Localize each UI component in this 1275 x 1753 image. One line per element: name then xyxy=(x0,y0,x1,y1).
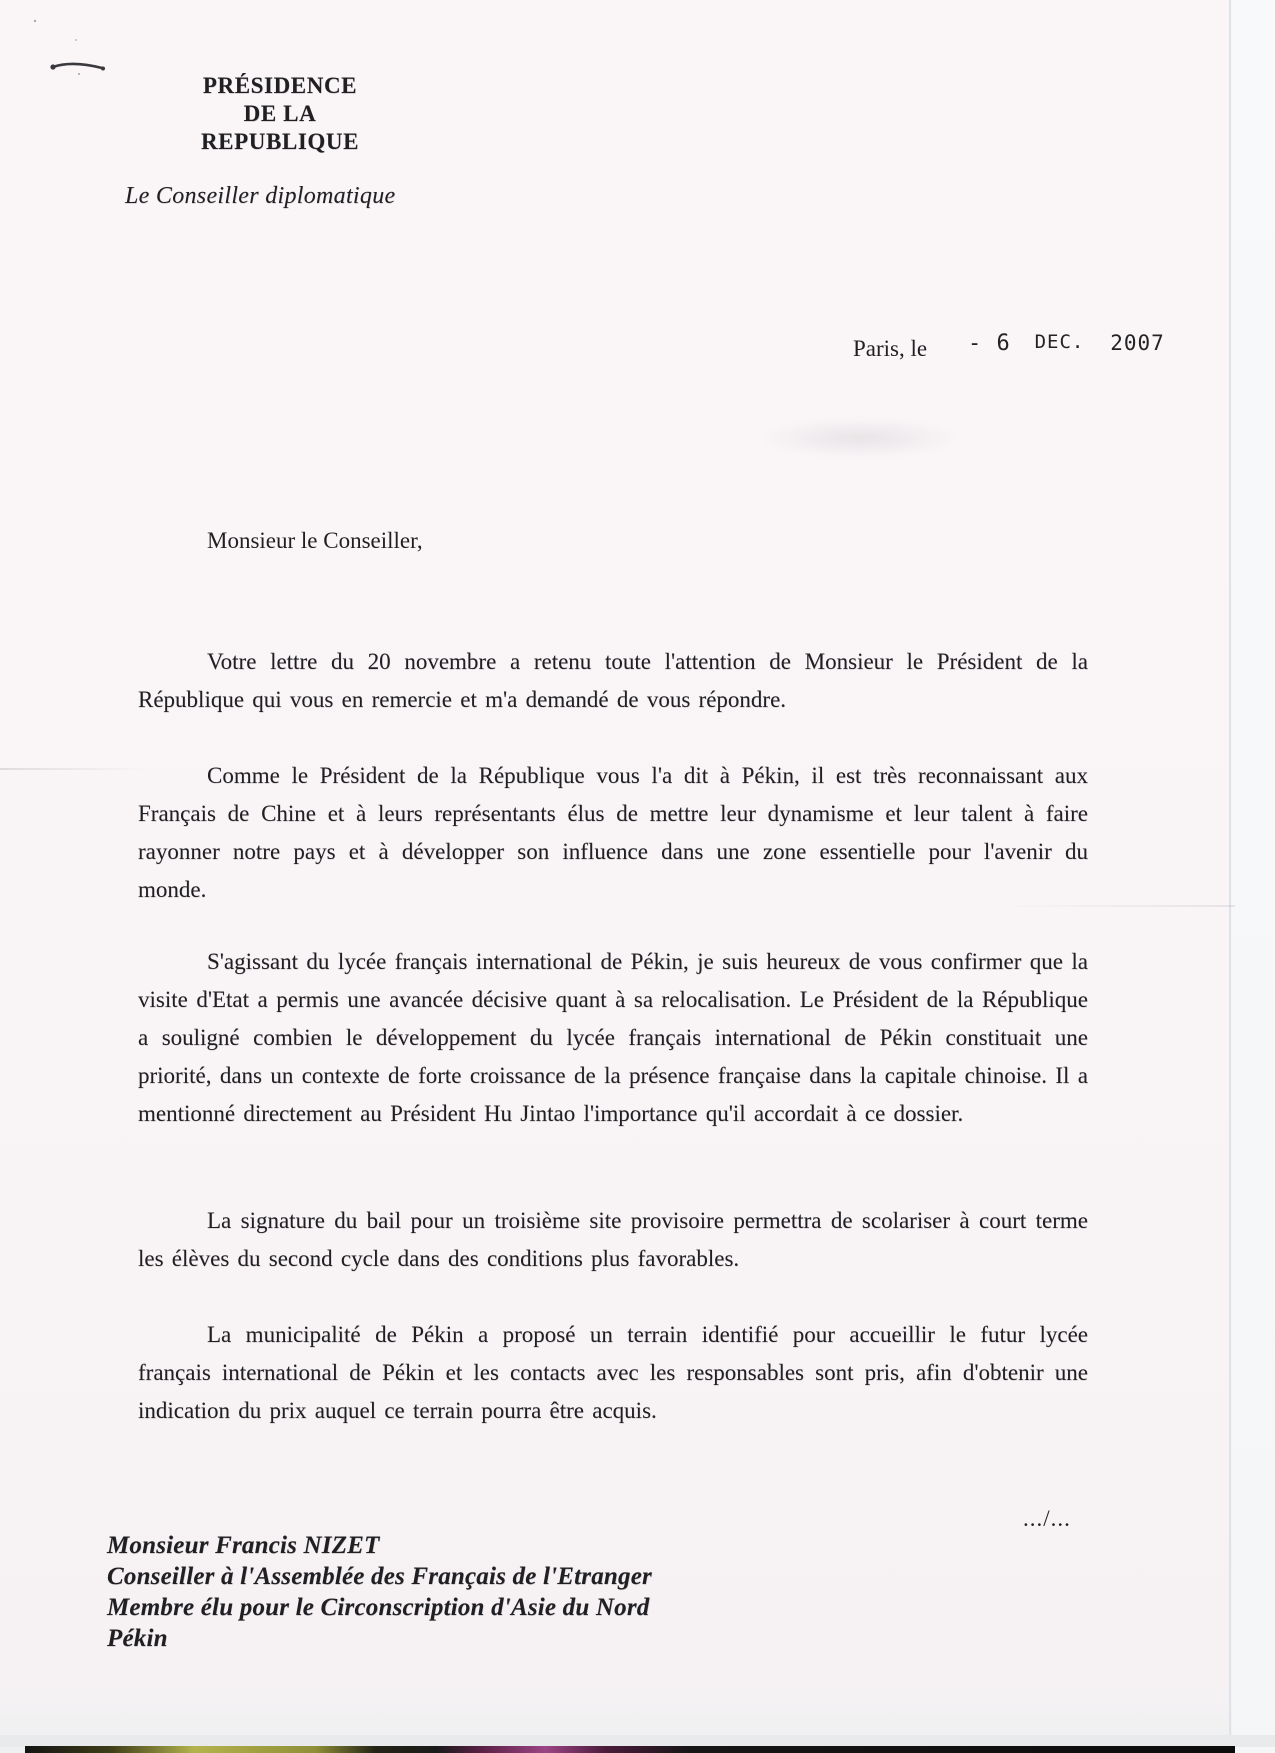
letterhead-line-2: DE LA xyxy=(243,101,317,126)
recipient-block xyxy=(107,1530,652,1654)
salutation: Monsieur le Conseiller, xyxy=(207,528,423,553)
letterhead-line-3: REPUBLIQUE xyxy=(200,129,360,154)
paper-crease xyxy=(0,768,150,770)
continuation-mark: .../... xyxy=(1023,1506,1071,1531)
letterhead-line-1: PRÉSIDENCE xyxy=(202,73,358,98)
body-paragraph-3: S'agissant du lycée français international de Pékin, je suis heureux de vous confirmer que la visite d'Etat a permis une avancée décisive quant à sa relocalisation. Le Président de la République a souligné combien le développement du lycée français international de Pékin constituait une priorité, dans un contexte de forte croissance de la présence française dans la capitale chinoise. Il a mentionné directement au Président Hu Jintao l'importance qu'il accordait à ce dossier. xyxy=(138,949,1088,1126)
recipient-title-2: Membre élu pour le Circonscription d'Asie du Nord xyxy=(107,1594,650,1621)
body-paragraph-4: La signature du bail pour un troisième site provisoire permettra de scolariser à court terme les élèves du second cycle dans des conditions plus favorables. xyxy=(138,1208,1088,1271)
ink-bleedthrough xyxy=(760,418,960,458)
date-stamp-month: DEC. xyxy=(1034,331,1085,353)
pen-mark xyxy=(0,0,140,90)
recipient-title-1: Conseiller à l'Assemblée des Français de l'Etranger xyxy=(107,1563,652,1590)
dateline-place: Paris, le xyxy=(853,336,928,361)
letterhead xyxy=(180,72,380,156)
scanner-edge-artifact xyxy=(25,1746,1235,1753)
paper-edge-shadow xyxy=(1229,0,1231,1740)
recipient-name: Monsieur Francis NIZET xyxy=(107,1532,380,1559)
sender-role: Le Conseiller diplomatique xyxy=(125,183,396,209)
scanner-margin-strip xyxy=(1232,0,1275,1753)
body-paragraph-2: Comme le Président de la République vous l'a dit à Pékin, il est très reconnaissant aux Français de Chine et à leurs représentants élus de mettre leur dynamisme et leur talent à faire rayonner notre pays et à développer son influence dans une zone essentielle pour l'avenir du monde. xyxy=(138,763,1088,902)
dateline xyxy=(853,331,1165,362)
recipient-city: Pékin xyxy=(107,1625,168,1652)
body-paragraph-5: La municipalité de Pékin a proposé un terrain identifié pour accueillir le futur lycée français international de Pékin et les contacts avec les responsables sont pris, afin d'obtenir une indication du prix auquel ce terrain pourra être acquis. xyxy=(138,1322,1088,1423)
date-stamp-day: - 6 xyxy=(968,331,1011,356)
date-stamp-year: 2007 xyxy=(1110,331,1165,355)
body-paragraph-1: Votre lettre du 20 novembre a retenu toute l'attention de Monsieur le Président de la République qui vous en remercie et m'a demandé de vous répondre. xyxy=(138,649,1088,712)
date-stamp xyxy=(968,330,1165,356)
